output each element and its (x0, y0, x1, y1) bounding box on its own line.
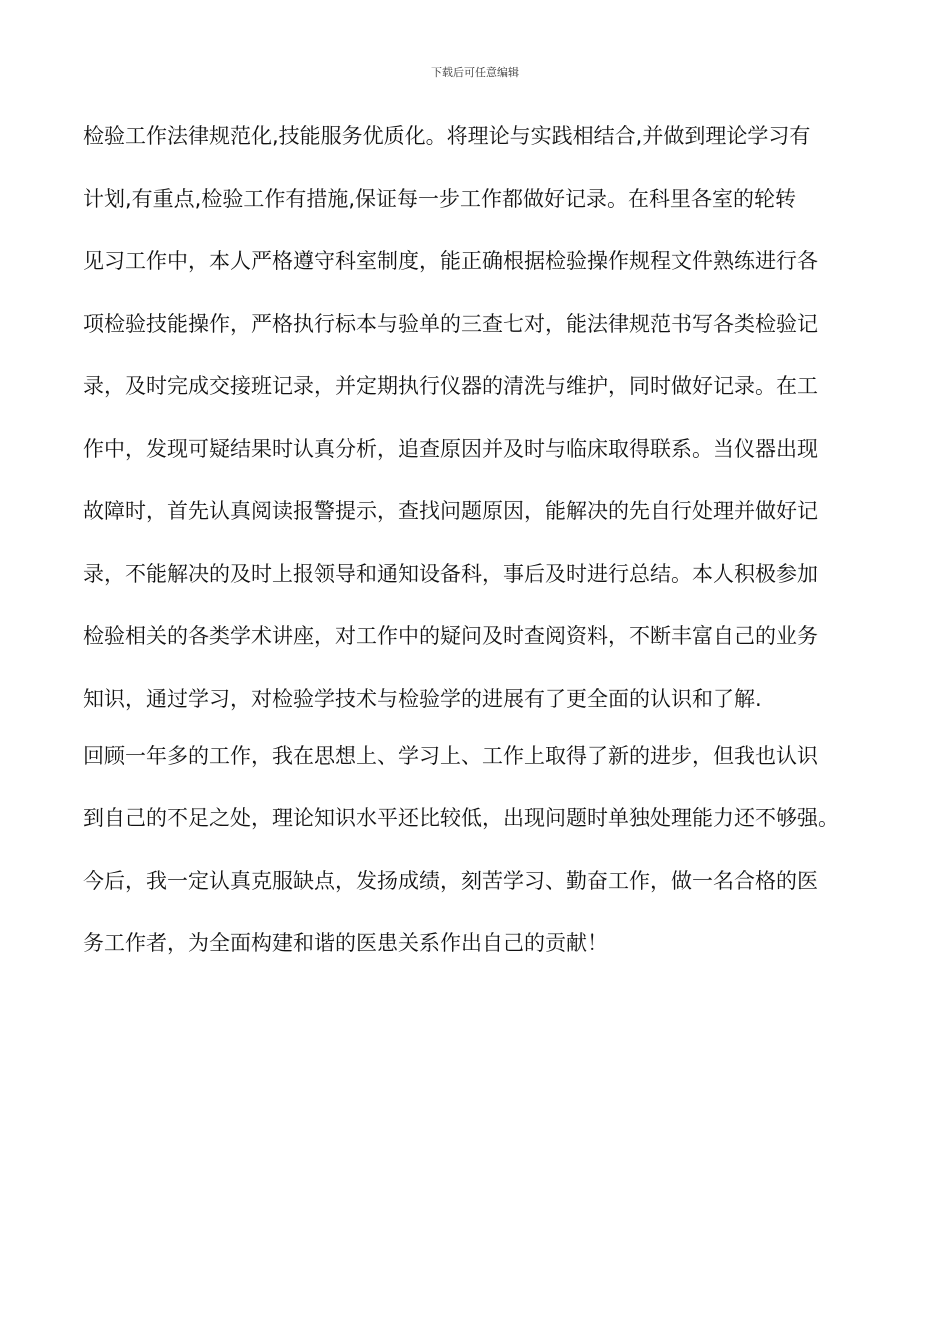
paragraph-line: 检验工作法律规范化,技能服务优质化。将理论与实践相结合,并做到理论学习有 (83, 124, 811, 148)
paragraph-line: 故障时，首先认真阅读报警提示，查找问题原因，能解决的先自行处理并做好记 (83, 499, 818, 523)
paragraph-line: 录，及时完成交接班记录，并定期执行仪器的清洗与维护，同时做好记录。在工 (83, 374, 818, 398)
page-header: 下载后可任意编辑 (431, 66, 519, 79)
paragraph-line: 知识，通过学习，对检验学技术与检验学的进展有了更全面的认识和了解. (83, 687, 762, 711)
paragraph-line: 检验相关的各类学术讲座，对工作中的疑问及时查阅资料，不断丰富自己的业务 (83, 624, 818, 648)
paragraph-line: 到自己的不足之处，理论知识水平还比较低，出现问题时单独处理能力还不够强。 (83, 806, 839, 830)
paragraph-line: 计划,有重点,检验工作有措施,保证每一步工作都做好记录。在科里各室的轮转 (83, 187, 797, 211)
paragraph-line: 回顾一年多的工作，我在思想上、学习上、工作上取得了新的进步，但我也认识 (83, 744, 818, 768)
paragraph-line: 录，不能解决的及时上报领导和通知设备科，事后及时进行总结。本人积极参加 (83, 562, 818, 586)
paragraph-line: 项检验技能操作，严格执行标本与验单的三查七对，能法律规范书写各类检验记 (83, 312, 818, 336)
paragraph-line: 务工作者，为全面构建和谐的医患关系作出自己的贡献！ (83, 931, 608, 955)
paragraph-line: 今后，我一定认真克服缺点，发扬成绩，刻苦学习、勤奋工作，做一名合格的医 (83, 869, 818, 893)
paragraph-line: 作中，发现可疑结果时认真分析，追查原因并及时与临床取得联系。当仪器出现 (83, 437, 818, 461)
paragraph-line: 见习工作中，本人严格遵守科室制度，能正确根据检验操作规程文件熟练进行各 (83, 249, 818, 273)
